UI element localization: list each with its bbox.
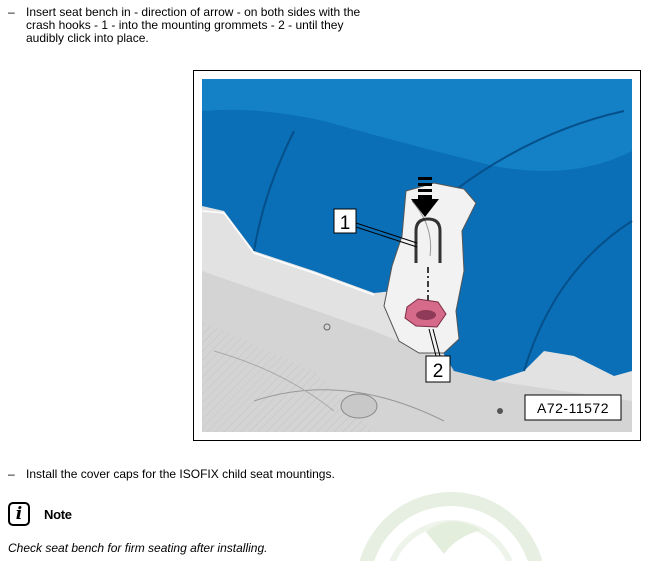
note-label: Note (44, 507, 72, 522)
note-header (8, 502, 208, 528)
info-icon: i (8, 502, 30, 526)
instruction-step-1 (8, 6, 388, 46)
callout-label-1: 1 (339, 213, 351, 234)
step-text: Install the cover caps for the ISOFIX child seat mountings. (26, 467, 335, 481)
seat-bench-illustration (194, 71, 640, 440)
callout-label-2: 2 (432, 361, 444, 382)
installation-figure (193, 70, 641, 441)
step-bullet: – (8, 467, 15, 481)
instruction-step-2 (8, 468, 408, 482)
step-bullet: – (8, 5, 15, 19)
step-text: Insert seat bench in - direction of arrow - on both sides with the crash hooks - 1 - into the mounting grommets - 2 - until they audibly click into place. (26, 5, 361, 45)
watermark-logo-icon (356, 492, 546, 561)
note-text: Check seat bench for firm seating after installing. (8, 541, 268, 555)
figure-id: A72-11572 (537, 400, 609, 416)
